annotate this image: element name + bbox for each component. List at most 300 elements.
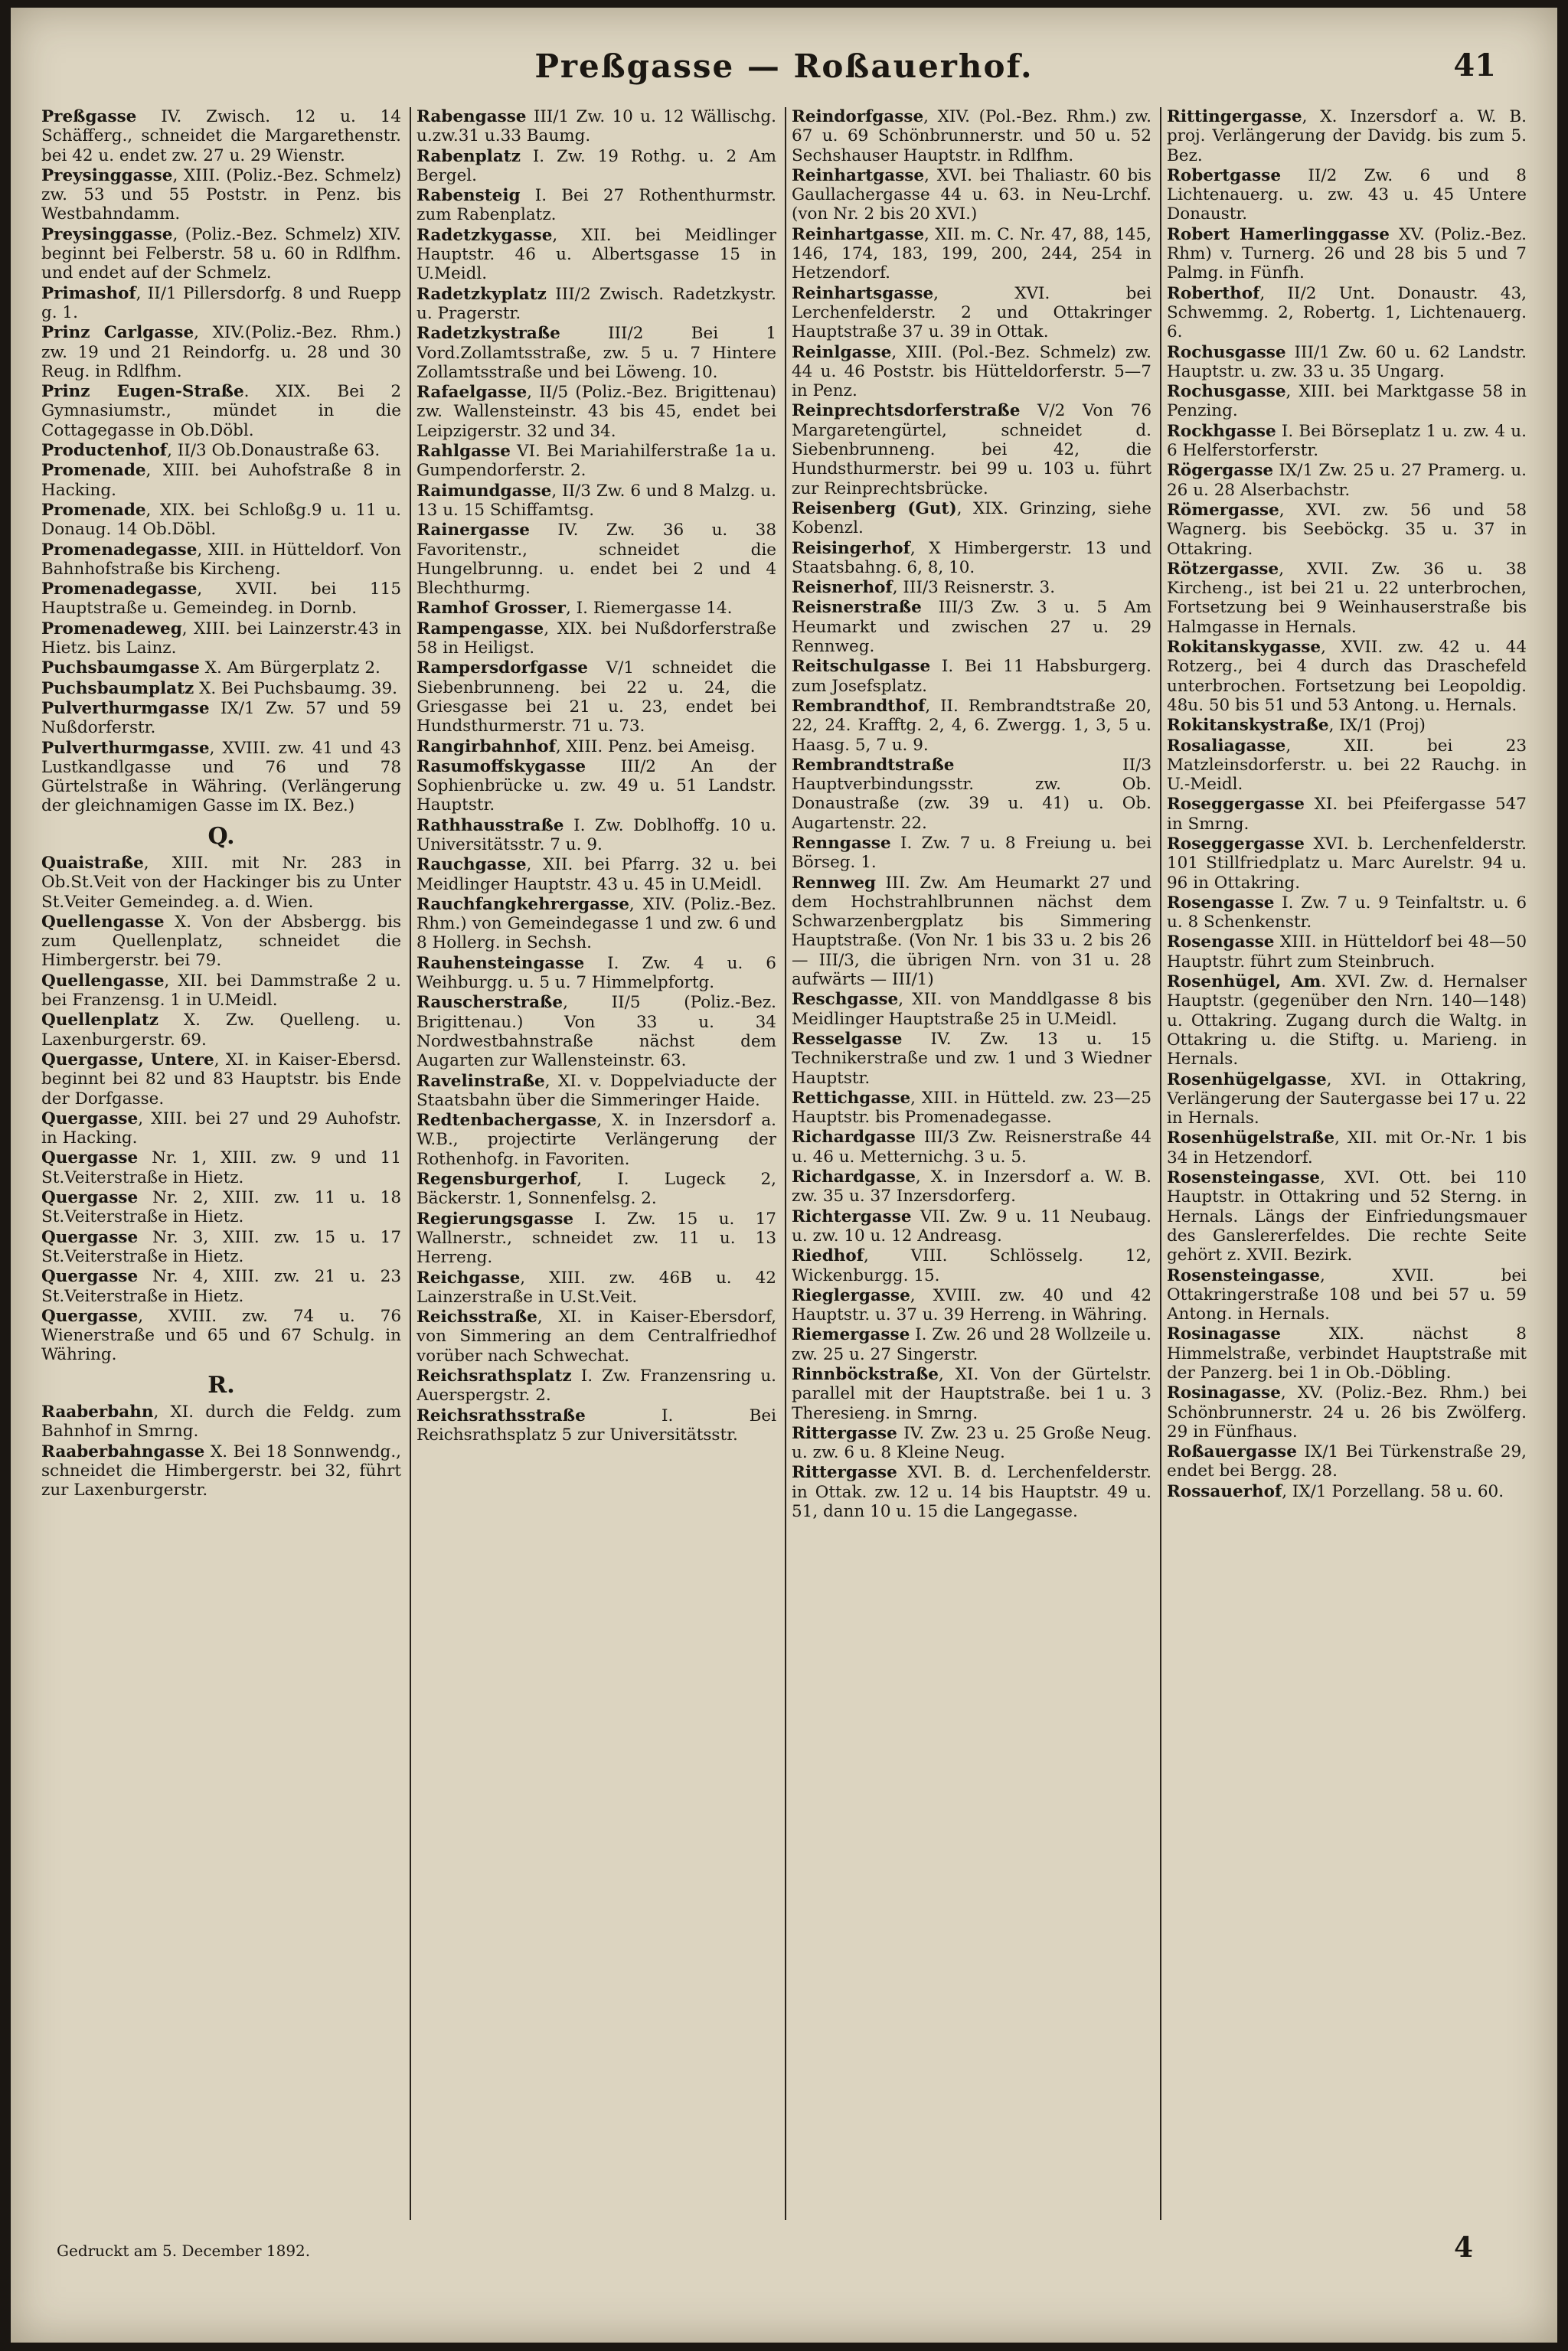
street-entry [1167,893,1527,932]
street-name: Quergasse, Untere [41,1050,214,1069]
street-name: Riedhof [792,1246,864,1266]
street-name: Rennweg [792,873,877,893]
street-description: I. Zw. 26 und 28 Wollzeile u. zw. 25 u. 27 Singerstr. [792,1325,1152,1364]
street-entry [41,679,401,698]
street-description: VI. Bei Mariahilferstraße 1a u. Gumpendorferstr. 2. [416,442,776,481]
street-name: Prinz Eugen-Straße [41,382,244,402]
street-name: Puchsbaumgasse [41,658,200,678]
street-entry [416,383,776,441]
street-description: , XII. bei Meidlinger Hauptstr. 46 u. Albertsgasse 15 in U.Meidl. [416,225,776,284]
street-entry [1167,1383,1527,1442]
street-description: X. Bei 18 Sonnwendg., schneidet die Himbergerstr. bei 32, führt zur Laxenburgerstr. [41,1442,401,1500]
street-entry [792,401,1152,498]
street-entry [416,521,776,598]
column-1 [41,107,401,2220]
street-name: Productenhof [41,441,168,461]
street-name: Quergasse [41,1227,139,1247]
column-divider [1160,107,1161,2220]
street-description: , XIII. (Pol.-Bez. Schmelz) zw. 44 u. 46 Poststr. bis Hütteldorferstr. 5—7 in Penz. [792,342,1152,401]
street-description: , XVII. bei 115 Hauptstraße u. Gemeindeg. in Dornb. [41,580,401,619]
street-name: Roseggergasse [1167,795,1305,815]
street-description: , XIII. Penz. bei Ameisg. [555,736,756,756]
street-description: , XVII. Zw. 36 u. 38 Kircheng., ist bei 21 u. 22 unterbrochen, Fortsetzung bei 9 Weinhauserstraße bis Halmgasse in Hernals. [1167,559,1527,637]
street-description: , XIII. (Poliz.-Bez. Schmelz) zw. 53 und 55 Poststr. in Penz. bis Westbahndamm. [41,165,401,224]
street-entry [416,482,776,521]
street-description: IV. Zw. 23 u. 25 Große Neug. u. zw. 6 u. 8 Kleine Neug. [792,1423,1152,1463]
street-entry [41,854,401,912]
street-description: III/2 Bei 1 Vord.Zollamtsstraße, zw. 5 u. 7 Hintere Zollamtsstraße und bei Löweng. 10. [416,324,776,382]
street-entry [416,954,776,993]
street-entry [792,1463,1152,1521]
street-name: Rosaliagasse [1167,736,1286,756]
street-description: X. Bei Puchsbaumg. 39. [194,678,397,698]
street-description: , XVI. bei Thaliastr. 60 bis Gaullachergasse 44 u. 63. in Neu-Lrchf. (von Nr. 2 bis 20 XVI.) [792,165,1152,224]
street-entry [792,1365,1152,1423]
street-name: Rokitanskystraße [1167,716,1329,736]
street-description: , X. in Inzersdorf a. W.B., projectirte Verlängerung der Rothenhofg. in Favoriten. [416,1111,776,1169]
street-name: Rochusgasse [1167,382,1286,402]
street-description: , XIII. mit Nr. 283 in Ob.St.Veit von der Hackinger bis zu Unter St.Veiter Gemeindeg. a. d. Wien. [41,853,401,912]
street-entry [1167,795,1527,834]
street-description: III/3 Zw. 3 u. 5 Am Heumarkt und zwischen 27 u. 29 Rennweg. [792,598,1152,657]
street-name: Reisnerhof [792,578,893,598]
street-description: , XII. bei 23 Matzleinsdorferstr. u. bei 22 Rauchg. in U.-Meidl. [1167,736,1527,795]
street-name: Raaberbahn [41,1402,154,1422]
street-entry [41,284,401,323]
street-description: IV. Zw. 13 u. 15 Technikerstraße und zw. 1 und 3 Wiedner Hauptstr. [792,1029,1152,1088]
street-description: , X. Inzersdorf a. W. B. proj. Verlängerung der Davidg. bis zum 5. Bez. [1167,107,1527,165]
street-entry [792,343,1152,401]
street-description: III. Zw. Am Heumarkt 27 und dem Hochstrahlbrunnen nächst dem Schwarzenbergplatz bis Simmering Hauptstraße. (Von Nr. 1 bis 33 u. 2 bis 26 — III/3, die übrigen Nrn. von 31 u. 28 aufwärts — III/1) [792,873,1152,990]
street-description: I. Bei 11 Habsburgerg. zum Josefsplatz. [792,657,1152,696]
street-entry [41,1050,401,1109]
street-name: Reitschulgasse [792,657,931,677]
street-description: Nr. 2, XIII. zw. 11 u. 18 St.Veiterstraße in Hietz. [41,1188,401,1227]
street-name: Rafaelgasse [416,383,528,403]
street-entry [416,1308,776,1366]
street-description: , XIII. bei Marktgasse 58 in Penzing. [1167,382,1527,421]
street-entry [416,226,776,284]
street-entry [1167,166,1527,224]
street-entry [416,324,776,382]
street-name: Quellenplatz [41,1011,158,1030]
street-name: Rinnböckstraße [792,1365,939,1384]
street-entry [792,1030,1152,1088]
street-name: Reinhartgasse [792,165,925,185]
street-name: Rosensteingasse [1167,1168,1320,1188]
street-entry [792,873,1152,990]
street-entry [1167,716,1527,735]
street-description: I. Zw. 7 u. 9 Teinfaltstr. u. 6 u. 8 Schenkenstr. [1167,893,1527,932]
street-description: , XIV.(Poliz.-Bez. Rhm.) zw. 19 und 21 Reindorfg. u. 28 und 30 Reug. in Rdlfhm. [41,323,401,381]
street-description: , II/2 Unt. Donaustr. 43, Schwemmg. 2, Robertg. 1, Lichtenauerg. 6. [1167,283,1527,342]
street-entry [792,990,1152,1029]
street-description: XVI. B. d. Lerchenfelderstr. in Ottak. zw. 12 u. 14 bis Hauptstr. 49 u. 51, dann 10 u. 15 die Langegasse. [792,1463,1152,1522]
street-entry [792,578,1152,597]
street-name: Rochusgasse [1167,342,1286,362]
street-name: Promenadeweg [41,619,182,638]
street-name: Reindorfgasse [792,107,924,126]
street-description: I. Zw. 15 u. 17 Wallnerstr., schneidet zw. 11 u. 13 Herreng. [416,1209,776,1268]
street-entry [792,1246,1152,1285]
street-entry [416,285,776,324]
street-entry [792,1286,1152,1325]
street-entry [792,1325,1152,1364]
street-entry [1167,1070,1527,1128]
street-name: Raaberbahngasse [41,1442,205,1461]
street-description: XIX. nächst 8 Himmelstraße, verbindet Hauptstraße mit der Panzerg. bei 1 in Ob.-Döbling. [1167,1324,1527,1383]
street-entry [41,913,401,971]
street-entry [416,737,776,756]
street-entry [416,1111,776,1169]
street-description: XIII. in Hütteldorf bei 48—50 Hauptstr. führt zum Steinbruch. [1167,932,1527,971]
street-description: III/2 Zwisch. Radetzkystr. u. Pragerstr. [416,284,776,323]
street-description: , XVIII. zw. 41 und 43 Lustkandlgasse und 76 und 78 Gürtelstraße in Währing. (Verlängerung der gleichnamigen Gasse im IX. Bez.) [41,738,401,816]
street-description: , XII. bei Dammstraße 2 u. bei Franzensg. 1 in U.Meidl. [41,971,401,1011]
street-name: Reisingerhof [792,538,910,558]
street-name: Reschgasse [792,990,899,1010]
street-name: Rittingergasse [1167,107,1302,126]
street-entry [792,756,1152,833]
street-name: Rabengasse [416,107,527,126]
street-name: Rauchfangkehrergasse [416,894,629,914]
street-entry [41,739,401,816]
street-entry [1167,638,1527,715]
street-description: , XIII. in Hütteld. zw. 23—25 Hauptstr. bis Promenadegasse. [792,1088,1152,1128]
street-entry [416,816,776,855]
street-description: , XIV. (Poliz.-Bez. Rhm.) von Gemeindegasse 1 und zw. 6 und 8 Hollerg. in Sechsh. [416,894,776,953]
column-divider [410,107,411,2220]
street-entry [416,1269,776,1308]
street-description: I. Zw. Doblhoffg. 10 u. Universitätsstr. 7 u. 9. [416,815,776,854]
street-name: Rabensteig [416,186,521,206]
street-description: , II/3 Zw. 6 und 8 Malzg. u. 13 u. 15 Schiffamtsg. [416,481,776,520]
street-name: Reichsstraße [416,1308,537,1327]
street-entry [41,1267,401,1306]
street-name: Roßauergasse [1167,1442,1297,1462]
street-name: Rittergasse [792,1423,897,1443]
street-name: Reisenberg (Gut) [792,498,957,518]
street-entry [41,461,401,500]
street-name: Rosensteingasse [1167,1265,1320,1285]
street-entry [416,107,776,146]
street-description: , XI. in Kaiser-Ebersdorf, von Simmering an dem Centralfriedhof vorüber nach Schwechat. [416,1308,776,1366]
street-name: Rosinagasse [1167,1324,1281,1344]
street-entry [41,501,401,540]
street-description: III/1 Zw. 10 u. 12 Wällischg. u.zw.31 u.33 Baumg. [416,107,776,146]
street-name: Rembrandthof [792,696,926,716]
street-name: Reinhartgasse [792,224,925,244]
street-name: Robertgasse [1167,165,1282,185]
street-name: Rainergasse [416,521,530,540]
street-name: Riemergasse [792,1325,910,1345]
street-description: , XVIII. zw. 74 u. 76 Wienerstraße und 65 und 67 Schulg. in Währing. [41,1306,401,1365]
street-entry [41,1442,401,1500]
street-description: , XII. mit Or.-Nr. 1 bis 34 in Hetzendorf. [1167,1128,1527,1167]
street-name: Reichsrathsplatz [416,1367,572,1386]
street-entry [41,225,401,283]
street-description: I. Bei Reichsrathsplatz 5 zur Universitätsstr. [416,1406,776,1445]
street-entry [41,580,401,619]
street-description: VII. Zw. 9 u. 11 Neubaug. u. zw. 10 u. 12 Andreasg. [792,1207,1152,1246]
street-name: Regierungsgasse [416,1209,574,1229]
street-entry [416,147,776,186]
street-description: V/1 schneidet die Siebenbrunneng. bei 22 u. 24, die Griesgasse bei 21 u. 23, endet bei Hundsthurmerstr. 71 u. 73. [416,658,776,736]
street-description: I. Bei 27 Rothenthurmstr. zum Rabenplatz. [416,186,776,225]
street-name: Pulverthurmgasse [41,738,210,758]
street-name: Richardgasse [792,1167,916,1187]
street-description: , XI. durch die Feldg. zum Bahnhof in Smrng. [41,1402,401,1442]
street-description: I. Bei Börseplatz 1 u. zw. 4 u. 6 Helferstorferstr. [1167,421,1527,461]
street-entry [41,699,401,738]
street-entry [41,1148,401,1187]
street-name: Rauchgasse [416,855,527,875]
street-name: Quergasse [41,1267,139,1287]
street-entry [41,382,401,440]
street-name: Quergasse [41,1188,139,1208]
page-header [11,47,1557,93]
street-description: , XIX. bei Nußdorferstraße 58 in Heiligst. [416,619,776,658]
street-entry [792,657,1152,696]
street-description: . XIX. Bei 2 Gymnasiumstr., mündet in die Cottagegasse in Ob.Döbl. [41,382,401,440]
street-description: III/1 Zw. 60 u. 62 Landstr. Hauptstr. u. zw. 33 u. 35 Ungarg. [1167,342,1527,381]
street-name: Quergasse [41,1109,139,1128]
column-3 [792,107,1152,2220]
street-name: Rembrandtstraße [792,755,955,775]
section-letter: Q. [207,822,235,850]
street-entry [792,1424,1152,1463]
street-description: , XIX. bei Schloßg.9 u. 11 u. Donaug. 14 Ob.Döbl. [41,500,401,540]
street-name: Radetzkystraße [416,324,560,344]
street-description: , XIX. Grinzing, siehe Kobenzl. [792,498,1152,538]
street-entry [416,855,776,894]
street-description: X. Am Bürgerplatz 2. [199,658,381,678]
street-description: , II. Rembrandtstraße 20, 22, 24. Krafftg. 2, 4, 6. Zwergg. 1, 3, 5 u. Haasg. 5, 7 u. 9. [792,696,1152,755]
street-entry [1167,1482,1527,1501]
street-name: Rieglergasse [792,1285,910,1305]
street-entry [416,599,776,618]
street-entry [792,598,1152,656]
street-description: , XVII. bei Ottakringerstraße 108 und bei 57 u. 59 Antong. in Hernals. [1167,1265,1527,1324]
street-name: Richardgasse [792,1128,916,1148]
street-description: , IX/1 Porzellang. 58 u. 60. [1282,1481,1504,1501]
street-entry [792,225,1152,283]
street-name: Preysinggasse [41,224,173,244]
street-name: Puchsbaumplatz [41,678,194,698]
street-entry [1167,343,1527,382]
street-description: , XIII. zw. 46B u. 42 Lainzerstraße in U.St.Veit. [416,1268,776,1307]
street-description: III/2 An der Sophienbrücke u. zw. 49 u. 51 Landstr. Hauptstr. [416,756,776,815]
street-entry [1167,422,1527,461]
street-entry [41,971,401,1011]
street-description: Nr. 4, XIII. zw. 21 u. 23 St.Veiterstraße in Hietz. [41,1267,401,1306]
street-entry [416,619,776,658]
street-entry [792,1167,1152,1207]
street-name: Rettichgasse [792,1088,911,1108]
street-description: , (Poliz.-Bez. Schmelz) XIV. beginnt bei Felberstr. 58 u. 60 in Rdlfhm. und endet auf der Schmelz. [41,224,401,283]
street-description: , II/5 (Poliz.-Bez. Brigittenau) zw. Wallensteinstr. 43 bis 45, endet bei Leipzigerstr. 32 und 34. [416,383,776,441]
street-description: , XII. bei Pfarrg. 32 u. bei Meidlinger Hauptstr. 43 u. 45 in U.Meidl. [416,855,776,894]
street-name: Prinz Carlgasse [41,323,194,343]
street-description: X. Von der Absbergg. bis zum Quellenplatz, schneidet die Himbergerstr. bei 79. [41,912,401,971]
street-entry [416,757,776,815]
street-name: Primashof [41,283,136,303]
street-entry [1167,1168,1527,1265]
street-name: Rathhausstraße [416,815,564,835]
street-description: , XVI. in Ottakring, Verlängerung der Sautergasse bei 17 u. 22 in Hernals. [1167,1069,1527,1128]
street-entry [792,1207,1152,1246]
street-name: Rosengasse [1167,893,1275,913]
street-name: Quellengasse [41,912,165,932]
street-description: I. Zw. 7 u. 8 Freiung u. bei Börseg. 1. [792,833,1152,873]
street-entry [416,1170,776,1209]
street-entry [1167,1324,1527,1383]
street-name: Rosenhügel, Am [1167,972,1321,992]
column-4 [1167,107,1527,2220]
street-name: Rasumoffskygasse [416,756,586,776]
street-entry [1167,932,1527,971]
street-description: IX/1 Zw. 25 u. 27 Pramerg. u. 26 u. 28 Alserbachstr. [1167,461,1527,500]
street-description: IX/1 Zw. 57 und 59 Nußdorferstr. [41,698,401,738]
street-entry [41,540,401,580]
street-description: , II/5 (Poliz.-Bez. Brigittenau.) Von 33 u. 34 Nordwestbahnstraße nächst dem Augarten zur Wallensteinstr. 63. [416,993,776,1071]
street-name: Ravelinstraße [416,1071,545,1091]
street-name: Quellengasse [41,971,165,991]
street-name: Rosenhügelstraße [1167,1128,1335,1148]
street-entry [416,1367,776,1406]
street-entry [1167,1266,1527,1324]
street-name: Rauscherstraße [416,993,564,1013]
street-name: Radetzkyplatz [416,284,547,304]
street-name: Rabenplatz [416,146,521,166]
street-name: Richtergasse [792,1207,912,1226]
street-name: Reinhartsgasse [792,283,934,303]
street-name: Reichgasse [416,1268,521,1288]
street-description: XI. bei Pfeifergasse 547 in Smrng. [1167,795,1527,834]
street-name: Roseggergasse [1167,834,1305,854]
street-name: Promenade [41,500,146,520]
street-description: , XII. von Manddlgasse 8 bis Meidlinger Hauptstraße 25 in U.Meidl. [792,990,1152,1029]
street-description: , I. Riemergasse 14. [566,599,733,619]
street-entry [1167,834,1527,893]
street-entry [1167,461,1527,500]
street-description: IX/1 Bei Türkenstraße 29, endet bei Bergg. 28. [1167,1442,1527,1481]
street-name: Rittergasse [792,1463,897,1483]
street-entry [1167,972,1527,1069]
street-entry [792,166,1152,224]
street-entry [1167,1128,1527,1167]
street-name: Pulverthurmgasse [41,698,210,718]
section-letter: R. [207,1371,235,1399]
street-description: Nr. 1, XIII. zw. 9 und 11 St.Veiterstraße in Hietz. [41,1148,401,1187]
street-entry [416,895,776,953]
street-description: IV. Zw. 36 u. 38 Favoritenstr., schneidet die Hungelbrunng. u. endet bei 2 und 4 Blechthurmg. [416,521,776,599]
street-description: V/2 Von 76 Margaretengürtel, schneidet d. Siebenbrunneng. bei 42, die Hundsthurmerstr. bei 99 u. 103 u. führt zur Reinprechtsbrücke. [792,401,1152,498]
street-description: , X. in Inzersdorf a. W. B. zw. 35 u. 37 Inzersdorferg. [792,1167,1152,1207]
street-entry [792,107,1152,165]
street-entry [792,1128,1152,1167]
street-description: , XI. in Kaiser-Ebersd. beginnt bei 82 und 83 Hauptstr. bis Ende der Dorfgasse. [41,1050,401,1109]
street-description: , VIII. Schlösselg. 12, Wickenburgg. 15. [792,1246,1152,1285]
street-description: I. Zw. 4 u. 6 Weihburgg. u. 5 u. 7 Himmelpfortg. [416,953,776,993]
print-date-note: Gedruckt am 5. December 1892. [57,2242,311,2260]
street-name: Radetzkygasse [416,225,553,245]
street-entry [1167,284,1527,342]
street-entry [1167,560,1527,637]
street-name: Promenadegasse [41,540,198,560]
street-name: Promenadegasse [41,580,198,599]
street-name: Rosenhügelgasse [1167,1069,1327,1089]
street-entry [416,1406,776,1445]
street-entry [792,834,1152,873]
street-entry [1167,107,1527,165]
street-description: , XIII. bei Lainzerstr.43 in Hietz. bis Lainz. [41,619,401,658]
street-name: Quergasse [41,1306,139,1326]
street-entry [1167,382,1527,421]
street-name: Robert Hamerlinggasse [1167,224,1390,244]
street-name: Reinprechtsdorferstraße [792,401,1021,421]
street-name: Rosengasse [1167,932,1275,952]
directory-page [11,8,1557,2343]
street-description: II/3 Hauptverbindungsstr. zw. Ob. Donaustraße (zw. 39 u. 41) u. Ob. Augartenstr. 22. [792,755,1152,833]
column-divider [785,107,786,2220]
street-name: Redtenbachergasse [416,1111,597,1131]
street-name: Roberthof [1167,283,1260,303]
street-description: XV. (Poliz.-Bez. Rhm) v. Turnerg. 26 und 28 bis 5 und 7 Palmg. in Fünfh. [1167,224,1527,283]
street-name: Rockhgasse [1167,421,1276,441]
street-entry [41,619,401,658]
street-description: , XVI. Ott. bei 110 Hauptstr. in Ottakring und 52 Sterng. in Hernals. Längs der Einfriedungsmauer des Ganslererfeldes. Die rechte Seite gehört z. XVII. Bezirk. [1167,1168,1527,1265]
street-entry [416,442,776,481]
street-name: Rangirbahnhof [416,736,556,756]
street-name: Resselgasse [792,1029,903,1049]
street-entry [1167,1442,1527,1481]
street-name: Ramhof Grosser [416,599,566,619]
street-entry [416,1072,776,1111]
street-description: , I. Lugeck 2, Bäckerstr. 1, Sonnenfelsg. 2. [416,1170,776,1209]
street-entry [41,1307,401,1365]
street-description: , III/3 Reisnerstr. 3. [892,578,1056,598]
street-name: Römergasse [1167,500,1279,520]
street-entry [41,107,401,165]
street-entry [416,658,776,736]
street-name: Rampersdorfgasse [416,658,588,678]
street-name: Raimundgasse [416,481,552,501]
street-description: II/2 Zw. 6 und 8 Lichtenauerg. u. zw. 43 u. 45 Untere Donaustr. [1167,165,1527,224]
street-description: , II/3 Ob.Donaustraße 63. [167,441,381,461]
street-description: XVI. b. Lerchenfelderstr. 101 Stillfriedplatz u. Marc Aurelstr. 94 u. 96 in Ottakring. [1167,834,1527,893]
street-description: . XVI. Zw. d. Hernalser Hauptstr. (gegenüber den Nrn. 140—148) u. Ottakring. Zugang durch die Waltg. in Ottakring u. die Stiftg. u. Marieng. in Hernals. [1167,972,1527,1069]
street-description: IV. Zwisch. 12 u. 14 Schäfferg., schneidet die Margarethenstr. bei 42 u. endet zw. 27 u. 29 Wienstr. [41,107,401,165]
street-name: Rosinagasse [1167,1383,1281,1403]
street-description: , XVI. zw. 56 und 58 Wagnerg. bis Seeböckg. 35 u. 37 in Ottakring. [1167,500,1527,559]
street-description: Nr. 3, XIII. zw. 15 u. 17 St.Veiterstraße in Hietz. [41,1227,401,1266]
street-description: , XII. m. C. Nr. 47, 88, 145, 146, 174, 183, 199, 200, 244, 254 in Hetzendorf. [792,224,1152,283]
street-entry [41,1109,401,1148]
street-entry [41,323,401,381]
street-entry [41,166,401,224]
street-entry [41,1011,401,1050]
street-description: , XVIII. zw. 40 und 42 Hauptstr. u. 37 u. 39 Herreng. in Währing. [792,1285,1152,1325]
street-description: III/3 Zw. Reisnerstraße 44 u. 46 u. Metternichg. 3 u. 5. [792,1128,1152,1167]
street-name: Renngasse [792,833,891,853]
street-entry [41,1188,401,1227]
street-description: , XIV. (Pol.-Bez. Rhm.) zw. 67 u. 69 Schönbrunnerstr. und 50 u. 52 Sechshauser Hauptstr. in Rdlfhm. [792,107,1152,165]
street-entry [792,284,1152,342]
street-entry [416,993,776,1070]
street-entry [41,1402,401,1442]
street-entry [1167,736,1527,795]
